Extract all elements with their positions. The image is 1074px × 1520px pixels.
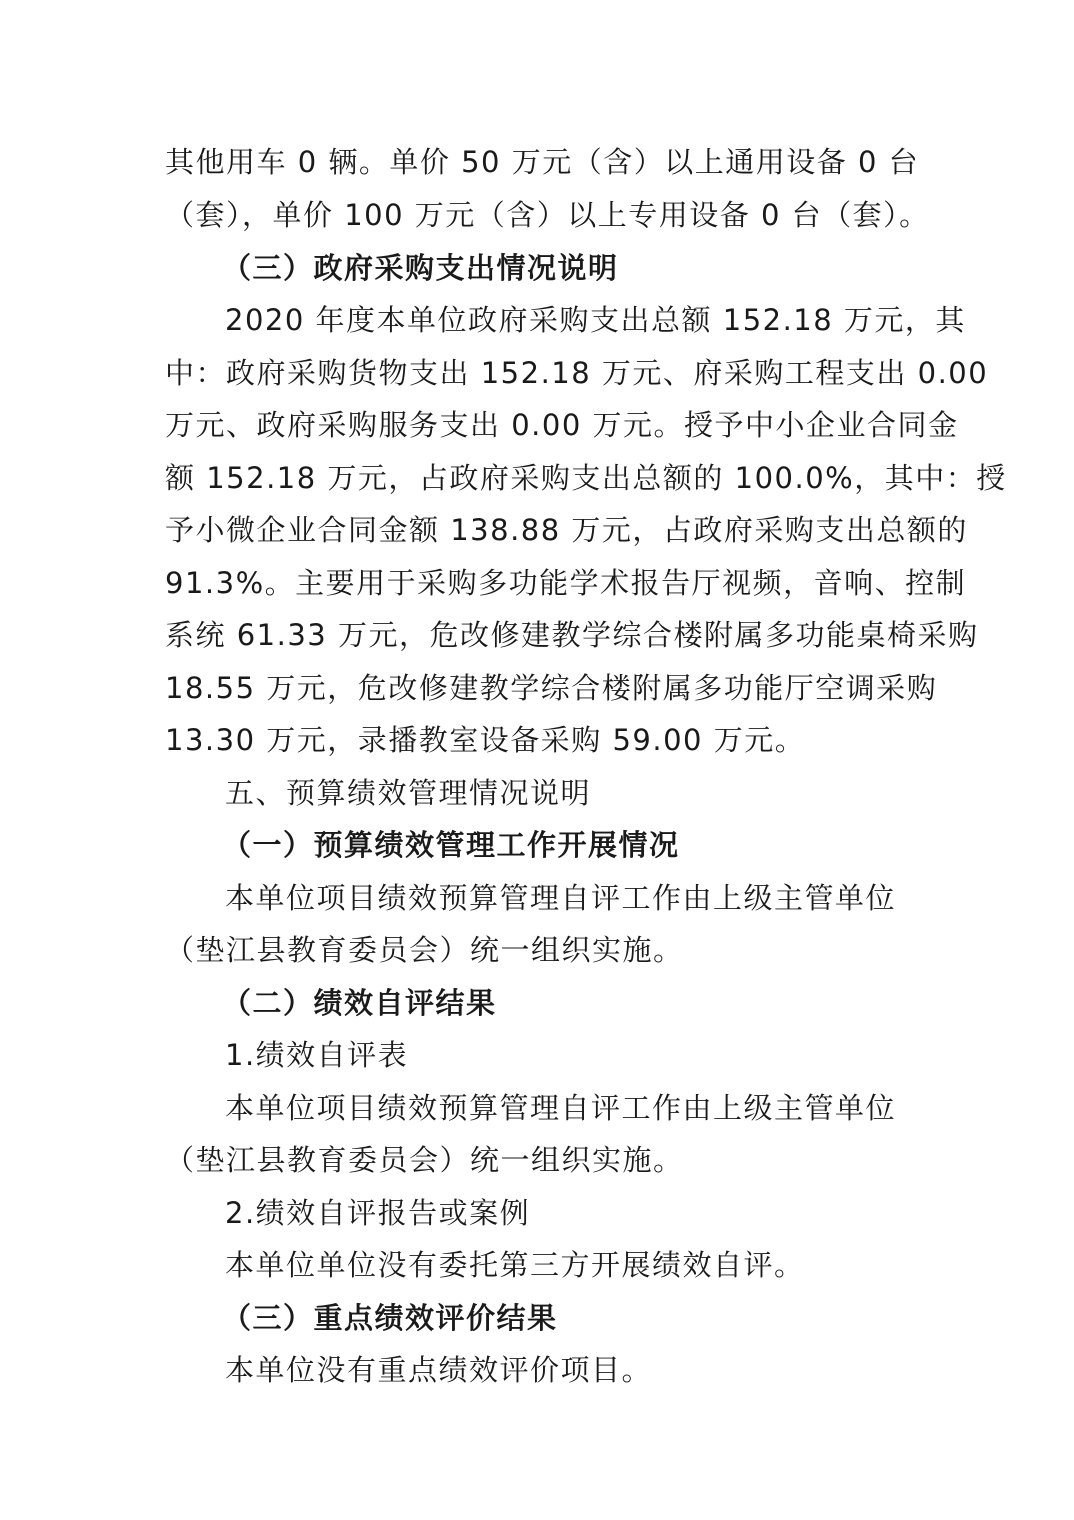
paragraph-line: 本单位单位没有委托第三方开展绩效自评。 [225,1248,805,1282]
paragraph-line: 本单位项目绩效预算管理自评工作由上级主管单位 [225,881,897,915]
paragraph-line: 予小微企业合同金额 138.88 万元，占政府采购支出总额的 [165,513,968,547]
paragraph-line: （垫江县教育委员会）统一组织实施。 [165,1143,684,1177]
paragraph-line: 13.30 万元，录播教室设备采购 59.00 万元。 [165,723,806,757]
paragraph-line: 2020 年度本单位政府采购支出总额 152.18 万元，其 [225,303,966,337]
paragraph-line: 万元、政府采购服务支出 0.00 万元。授予中小企业合同金 [165,408,959,442]
paragraph-line: 额 152.18 万元，占政府采购支出总额的 100.0%，其中：授 [165,461,1007,495]
section-heading: 五、预算绩效管理情况说明 [225,776,592,810]
subsection-heading: （二）绩效自评结果 [222,986,497,1020]
paragraph-line: 系统 61.33 万元，危改修建教学综合楼附属多功能桌椅采购 [165,618,979,652]
paragraph-line: （垫江县教育委员会）统一组织实施。 [165,933,684,967]
paragraph-line: 其他用车 0 辆。单价 50 万元（含）以上通用设备 0 台 [165,145,920,179]
paragraph-line: 中：政府采购货物支出 152.18 万元、府采购工程支出 0.00 [165,356,989,390]
paragraph-line: （套），单价 100 万元（含）以上专用设备 0 台（套）。 [165,198,930,232]
subsection-heading: （三）重点绩效评价结果 [222,1301,558,1335]
paragraph-line: 18.55 万元，危改修建教学综合楼附属多功能厅空调采购 [165,671,938,705]
subsection-heading: （一）预算绩效管理工作开展情况 [222,828,680,862]
list-item-heading: 2.绩效自评报告或案例 [225,1196,531,1230]
list-item-heading: 1.绩效自评表 [225,1038,409,1072]
paragraph-line: 91.3%。主要用于采购多功能学术报告厅视频，音响、控制 [165,566,967,600]
paragraph-line: 本单位没有重点绩效评价项目。 [225,1353,653,1387]
subsection-heading: （三）政府采购支出情况说明 [222,251,619,285]
paragraph-line: 本单位项目绩效预算管理自评工作由上级主管单位 [225,1091,897,1125]
